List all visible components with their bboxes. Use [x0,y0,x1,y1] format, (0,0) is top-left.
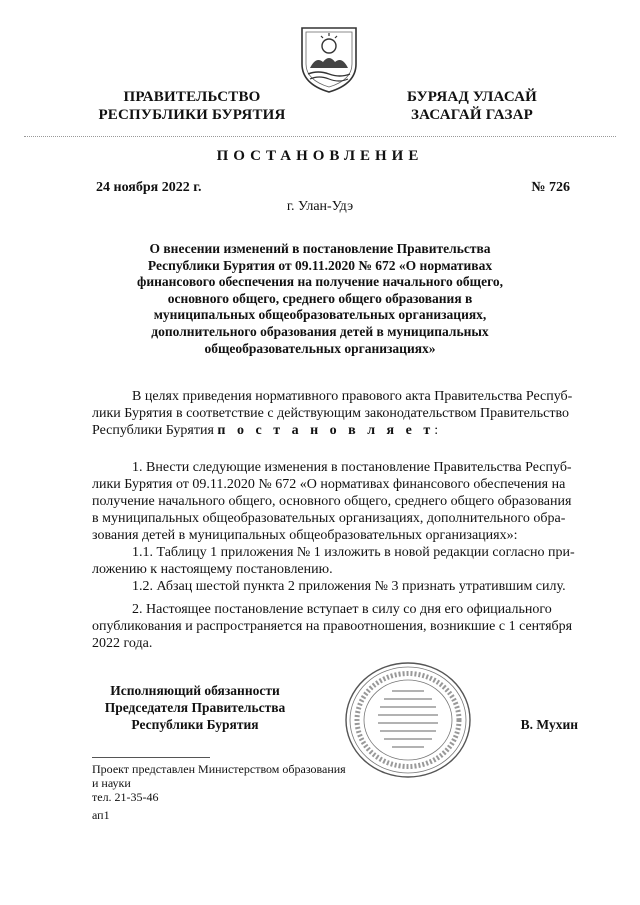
doc-number: № 726 [531,180,570,195]
subject-line: дополнительного образования детей в муниципальных [151,323,489,339]
header-right [392,88,552,124]
signature-title [80,682,310,733]
p2-line: опубликования и распространяется на правоотношения, возникшие с 1 сентября [92,619,573,634]
signature-line3: Республики Бурятия [131,717,259,732]
p1-line: в муниципальных общеобразовательных организациях, дополнительного обра- [92,511,566,526]
doc-subject [100,241,540,357]
doc-date: 24 ноября 2022 г. [96,180,202,195]
p11-line: 1.1. Таблицу 1 приложения № 1 изложить в новой редакции согласно при- [132,545,575,560]
doc-city: г. Улан-Удэ [286,199,354,214]
signature-name: В. Мухин [520,717,578,732]
footer-code: ап1 [92,808,110,822]
intro-line3 [92,422,578,439]
p11-line: ложению к настоящему постановлению. [92,562,333,577]
intro-line2: лики Бурятия в соответствие с действующим законодательством Правительство [92,406,570,421]
doc-title: ПОСТАНОВЛЕНИЕ [216,148,424,164]
decree-word: п о с т а н о в л я е т [217,423,435,438]
body-point1 [92,459,578,595]
signature-line2: Председателя Правительства [104,700,286,715]
footer-line1: Проект представлен Министерством образования [92,762,346,776]
footer-divider [92,757,210,758]
header-divider [24,136,616,137]
header-left [92,88,292,124]
intro-line3-end: : [434,423,439,438]
subject-line: общеобразовательных организациях» [204,340,436,356]
footer-note [92,762,412,804]
subject-line: О внесении изменений в постановление Правительства [149,241,491,256]
coat-of-arms-emblem [296,24,362,94]
body-intro [92,388,578,439]
p2-line: 2022 года. [92,636,153,651]
subject-line: Республики Бурятия от 09.11.2020 № 672 «О нормативах [147,257,493,273]
footer-line3: тел. 21-35-46 [92,790,159,804]
header-right-line2: ЗАСАГАЙ ГАЗАР [411,107,533,123]
p1-line: зования детей в муниципальных общеобразовательных организациях»: [92,528,518,543]
subject-line: финансового обеспечения на получение начального общего, [137,274,503,290]
header-right-line1: БУРЯАД УЛАСАЙ [406,89,538,105]
header-left-line1: ПРАВИТЕЛЬСТВО [123,89,261,105]
subject-line: муниципальных общеобразовательных организациях, [153,307,487,323]
intro-line3-start: Республики Бурятия [92,423,214,438]
subject-line: основного общего, среднего общего образования в [167,290,473,306]
body-point2 [92,601,578,652]
p1-line: получение начального общего, основного общего, среднего общего образования [92,494,572,509]
p1-line: лики Бурятия от 09.11.2020 № 672 «О нормативах финансового обеспечения на [92,477,566,492]
footer-line2: и науки [92,776,131,790]
p1-line: 1. Внести следующие изменения в постановление Правительства Респуб- [132,460,572,475]
signature-line1: Исполняющий обязанности [110,683,280,698]
p2-line: 2. Настоящее постановление вступает в силу со дня его официального [132,602,552,617]
header-left-line2: РЕСПУБЛИКИ БУРЯТИЯ [98,107,286,123]
p12-line: 1.2. Абзац шестой пункта 2 приложения № 3 признать утратившим силу. [132,579,566,594]
intro-line1: В целях приведения нормативного правового акта Правительства Респуб- [132,389,573,404]
